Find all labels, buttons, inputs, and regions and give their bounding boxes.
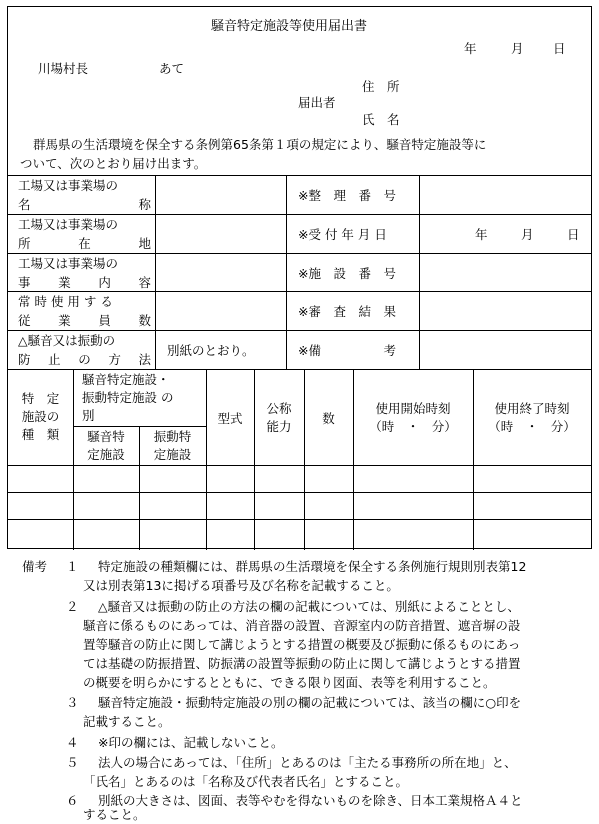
note-2-line-2: 騒音に係るものにあっては、消音器の設置、音源室内の防音措置、遮音塀の設	[83, 618, 521, 633]
applicant-label: 届出者	[298, 95, 336, 110]
row-label-line2: 所 在 地	[18, 236, 151, 251]
date-month-label: 月	[511, 41, 524, 56]
receipt-year: 年	[475, 227, 488, 242]
note-1-line-2: 又は別表第13に掲げる項番号及び名称を記載すること。	[83, 578, 399, 593]
noise-facility-subheader: 騒音特 定施設	[87, 429, 125, 462]
facility-type-header: 特 定 施設の 種 類	[21, 391, 60, 442]
model-header: 型式	[217, 411, 243, 426]
note-2-line-5: の概要を明らかにするとともに、できる限り図面、表等を利用すること。	[83, 675, 496, 690]
row-label-line2: 防 止 の 方 法	[18, 352, 151, 367]
addressee-suffix: あて	[159, 61, 185, 76]
receipt-month: 月	[521, 227, 534, 242]
reference-number-label: ※整 理 番 号	[298, 188, 396, 203]
form-title: 騒音特定施設等使用届出書	[211, 19, 368, 34]
note-1-line-1: 特定施設の種類欄には、群馬県の生活環境を保全する条例施行規則別表第12	[98, 559, 527, 574]
facility-number-label: ※施 設 番 号	[298, 266, 396, 281]
notification-form	[7, 6, 592, 549]
table-row[interactable]	[8, 520, 591, 549]
notes-heading: 備考	[22, 559, 48, 574]
note-3-line-2: 記載すること。	[83, 714, 171, 729]
addressee: 川場村長	[38, 61, 89, 76]
receipt-day: 日	[567, 227, 580, 242]
row-label-line1: 工場又は事業場の	[18, 256, 119, 271]
note-5-line-2: 「氏名」とあるのは「名称及び代表者氏名」とすること。	[83, 774, 409, 789]
note-6-line-1: 別紙の大きさは、図面、表等やむを得ないものを除き、日本工業規格Ａ４と	[98, 793, 523, 808]
row-label-line2: 従 業 員 数	[18, 313, 151, 328]
note-6-line-2: すること。	[83, 807, 146, 822]
note-5-line-1: 法人の場合にあっては、「住所」とあるのは「主たる事務所の所在地」と、	[98, 755, 517, 770]
row-label-prevention-method	[18, 331, 151, 369]
row-label-line1: △騒音又は振動の	[18, 333, 116, 348]
distinction-header: 騒音特定施設・ 振動特定施設 の 別	[82, 372, 174, 423]
intro-line-2: ついて、次のとおり届け出ます。	[20, 156, 207, 171]
count-header: 数	[322, 411, 335, 426]
remarks-label: ※備 考	[298, 343, 396, 358]
address-label: 住 所	[362, 79, 400, 94]
row-label-facility-location	[18, 215, 151, 253]
start-time-header: 使用開始時刻 （時 ・ 分）	[369, 401, 457, 434]
note-number: ４	[66, 735, 79, 750]
row-label-line1: 工場又は事業場の	[18, 217, 119, 232]
note-number: ６	[66, 793, 79, 808]
end-time-header: 使用終了時刻 （時 ・ 分）	[488, 401, 576, 434]
note-number: ２	[66, 599, 79, 614]
note-4-line-1: ※印の欄には、記載しないこと。	[98, 735, 284, 750]
prevention-method-value[interactable]: 別紙のとおり。	[167, 343, 255, 358]
receipt-date-label: ※受 付 年 月 日	[298, 227, 387, 242]
row-label-employee-count	[18, 292, 151, 330]
row-label-line2: 名 称	[18, 197, 151, 212]
table-row[interactable]	[8, 466, 591, 492]
note-number: １	[66, 559, 79, 574]
note-number: ３	[66, 695, 79, 710]
capacity-header: 公称 能力	[266, 401, 292, 434]
vibration-facility-subheader: 振動特 定施設	[153, 429, 192, 462]
note-2-line-1: △騒音又は振動の防止の方法の欄の記載については、別紙によることとし、	[98, 599, 520, 614]
note-2-line-4: ては基礎の防振措置、防振溝の設置等振動の防止に関して講じようとする措置	[83, 656, 521, 671]
row-label-line1: 常 時 使 用 す る	[18, 294, 113, 309]
row-label-line1: 工場又は事業場の	[18, 178, 119, 193]
date-year-label: 年	[464, 41, 477, 56]
row-label-line2: 事 業 内 容	[18, 275, 151, 290]
row-label-business-content	[18, 254, 151, 292]
name-label: 氏 名	[362, 112, 400, 127]
note-number: ５	[66, 755, 79, 770]
review-result-label: ※審 査 結 果	[298, 304, 396, 319]
note-3-line-1: 騒音特定施設・振動特定施設の別の欄の記載については、該当の欄に○印を	[98, 695, 522, 710]
row-label-facility-name	[18, 176, 151, 214]
note-2-line-3: 置等騒音の防止に関して講じようとする措置の概要及び振動に係るものにあっ	[83, 637, 521, 652]
date-day-label: 日	[553, 41, 566, 56]
intro-line-1: 群馬県の生活環境を保全する条例第65条第１項の規定により、騒音特定施設等に	[33, 137, 487, 152]
table-row[interactable]	[8, 493, 591, 519]
